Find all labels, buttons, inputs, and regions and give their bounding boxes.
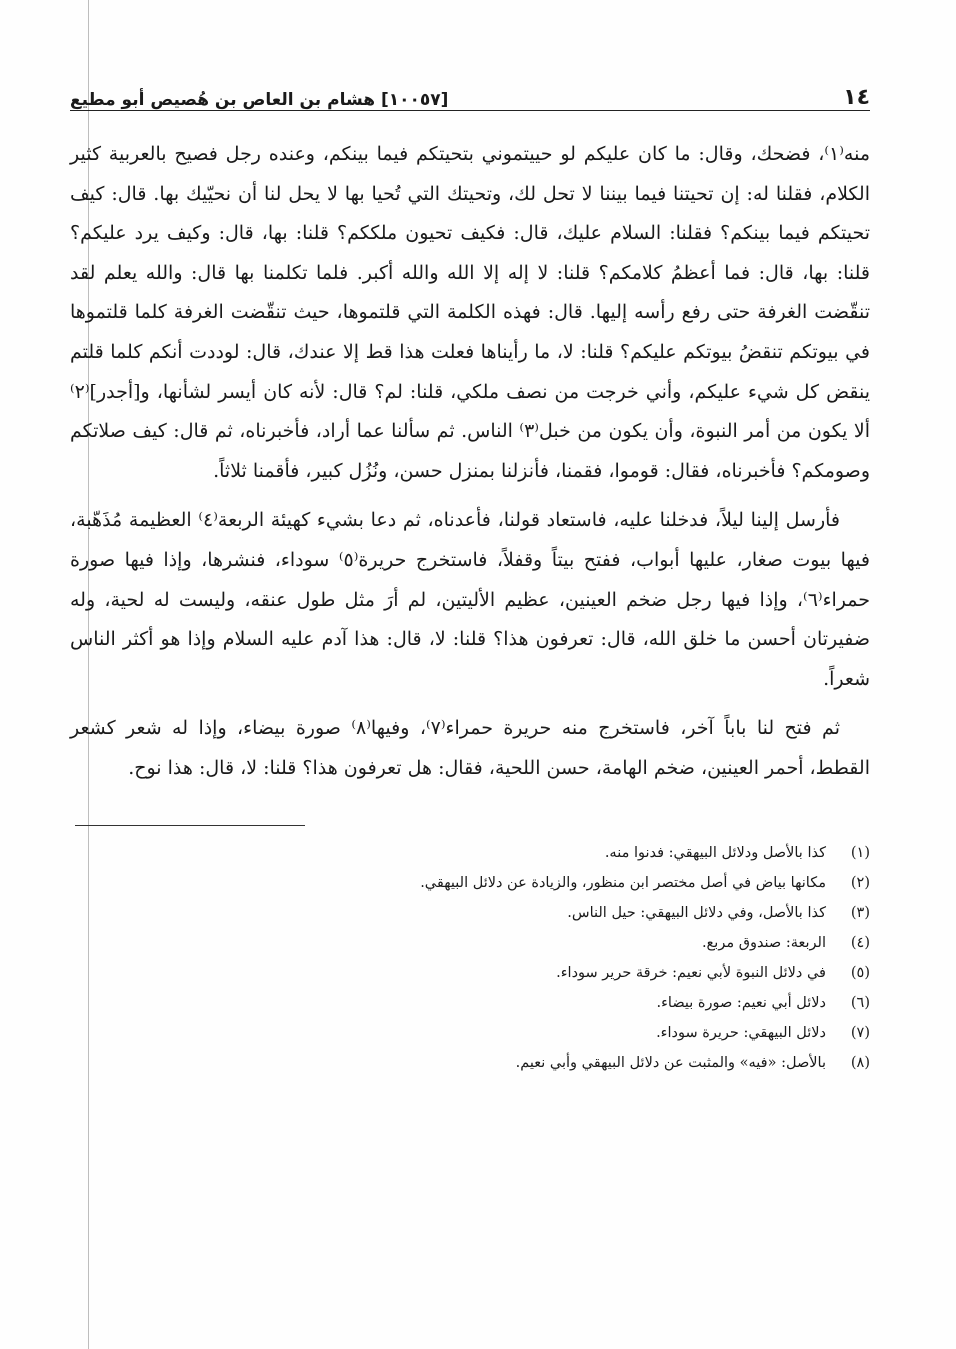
footnote-separator bbox=[75, 825, 305, 826]
footnote-number: (١) bbox=[850, 844, 870, 861]
page-number: ١٤ bbox=[843, 85, 870, 110]
footnote-text: كذا بالأصل، وفي دلائل البيهقي: حيل الناس. bbox=[567, 904, 826, 921]
footnotes bbox=[70, 838, 870, 1078]
footnote-item bbox=[70, 928, 870, 958]
footnote-item bbox=[70, 1018, 870, 1048]
footnote-item bbox=[70, 1048, 870, 1078]
book-page bbox=[70, 70, 870, 1300]
footnote-text: دلائل البيهقي: حريرة سوداء. bbox=[656, 1024, 826, 1041]
footnote-text: كذا بالأصل ودلائل البيهقي: فدنوا منه. bbox=[604, 844, 826, 861]
paragraph: ثم فتح لنا باباً آخر، فاستخرج منه حريرة حمراء⁽٧⁾، وفيها⁽٨⁾ صورة بيضاء، وإذا له شعر كشعر القطط، أحمر العينين، ضخم الهامة، حسن اللحية، فقال: هل تعرفون هذا؟ قلنا: لا، قال: هذا نوح. bbox=[70, 717, 870, 779]
footnote-number: (٢) bbox=[850, 874, 870, 891]
footnote-text: بالأصل: «فيه» والمثبت عن دلائل البيهقي وأبي نعيم. bbox=[515, 1054, 826, 1071]
footnote-text: دلائل أبي نعيم: صورة بيضاء. bbox=[656, 994, 826, 1011]
footnote-item bbox=[70, 958, 870, 988]
footnote-number: (٤) bbox=[850, 934, 870, 951]
footnote-number: (٥) bbox=[850, 964, 870, 981]
footnote-item bbox=[70, 898, 870, 928]
footnote-text: في دلائل النبوة لأبي نعيم: خرقة حرير سوداء. bbox=[556, 964, 826, 981]
footnote-item bbox=[70, 988, 870, 1018]
footnote-text: مكانها بياض في أصل مختصر ابن منظور، والزيادة عن دلائل البيهقي. bbox=[420, 874, 826, 891]
paragraph: منه⁽١⁾، فضحك، وقال: ما كان عليكم لو حييتموني بتحيتكم فيما بينكم، وعنده رجل فصيح بالعربية كثير الكلام، فقلنا له: إن تحيتنا فيما بيننا لا تحل لك، وتحيتك التي تُحيا بها لا يحل لنا أن نحيّيك بها. قال: كيف تحيتكم فيما بينكم؟ فقلنا: السلام عليك، قال: فكيف تحيون ملككم؟ قلنا: بها، قال: وكيف يرد عليكم؟ قلنا: بها، قال: فما أعظمُ كلامكم؟ قلنا: لا إله إلا الله والله أكبر. فلما تكلمنا بها قال: والله يعلم لقد تنقّضت الغرفة حتى رفع رأسه إليها. قال: فهذه الكلمة التي قلتموها، حيث تنقّضت الغرفة كلما قلتموها في بيوتكم تنقضُ بيوتكم عليكم؟ قلنا: لا، ما رأيناها فعلت هذا قط إلا عندك، قال: لوددت أنكم كلما قلتم ينقض كل شيء عليكم، وأني خرجت من نصف ملكي، قلنا: لم؟ قال: لأنه كان أيسر لشأنها، و[أجدر]⁽٢⁾ ألا يكون من أمر النبوة، وأن يكون من خبل⁽٣⁾ الناس. ثم سألنا عما أراد، فأخبرناه، ثم قال: كيف صلاتكم وصومكم؟ فأخبرناه، فقال: قوموا، فقمنا، فأنزلنا بمنزل حسن، ونُزُل كبير، فأقمنا ثلاثاً. bbox=[70, 143, 870, 482]
footnote-item bbox=[70, 838, 870, 868]
footnote-number: (٧) bbox=[850, 1024, 870, 1041]
footnote-number: (٨) bbox=[850, 1054, 870, 1071]
paragraph: فأرسل إلينا ليلاً، فدخلنا عليه، فاستعاد قولنا، فأعدناه، ثم دعا بشيء كهيئة الربعة⁽٤⁾ العظيمة مُذَهّبة، فيها بيوت صغار، عليها أبواب، ففتح بيتاً وقفلاً، فاستخرج حريرة⁽٥⁾ سوداء، فنشرها، وإذا فيها صورة حمراء⁽٦⁾، وإذا فيها رجل ضخم العينين، عظيم الأليتين، لم أرَ مثل طول عنقه، وليست له لحية، وله ضفيرتان أحسن ما خلق الله، قال: تعرفون هذا؟ قلنا: لا، قال: هذا آدم عليه السلام وإذا هو أكثر الناس شعراً. bbox=[70, 509, 870, 690]
footnote-number: (٦) bbox=[850, 994, 870, 1011]
footnote-text: الربعة: صندوق مربع. bbox=[701, 934, 826, 951]
running-header bbox=[70, 70, 870, 111]
footnote-item bbox=[70, 868, 870, 898]
footnote-number: (٣) bbox=[850, 904, 870, 921]
running-title: [١٠٠٥٧] هشام بن العاص بن هُصيص أبو مطيع bbox=[70, 90, 449, 110]
main-text bbox=[70, 135, 870, 789]
